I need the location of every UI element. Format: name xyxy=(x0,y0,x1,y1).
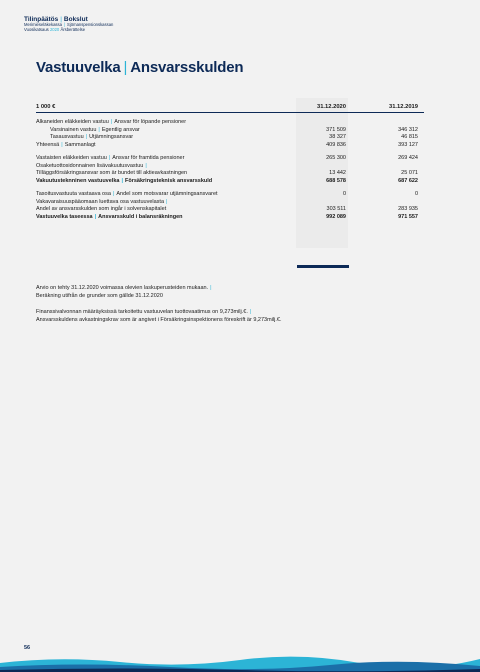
table-row-total: Vakuutusteknninen vastuuvelka | Försäkringsteknisk ansvarsskuld 688 578 687 622 xyxy=(36,177,418,184)
note-1-sv: Beräkning utifrån de grunder som gällde 31.12.2020 xyxy=(36,293,163,299)
table-row: Tasoitusvastuuta vastaava osa | Andel som motsvarar utjämningsansvaret 0 0 xyxy=(36,191,418,197)
page-title-fi: Vastuuvelka xyxy=(36,59,121,76)
table-row: Alkaneiden eläkkeiden vastuu | Ansvar för löpande pensioner xyxy=(36,119,187,125)
col-2020-header: 31.12.2020 xyxy=(316,104,346,110)
header-year: 2020 xyxy=(49,26,60,32)
header-org-sv: Sjömanspensionskassan xyxy=(67,22,114,28)
running-header: Tilinpäätös | Bokslut Merimieseläkekassa | Sjömanspensionskassan Vuosikatsaus 2020 Årsberättelse xyxy=(24,16,114,32)
unit-header: 1 000 € xyxy=(36,104,56,110)
liability-table xyxy=(36,98,424,221)
header-org-fi: Merimieseläkekassa xyxy=(24,22,62,28)
table-row: Yhteensä | Sammanlagt 409 836 393 127 xyxy=(36,141,418,148)
table-header xyxy=(36,98,424,113)
header-report-sv: Årsberättelse xyxy=(60,26,86,32)
page-title-sv: Ansvarsskulden xyxy=(130,59,244,76)
table-row: Tilläggsförsäkringsansvar som är bundet till aktieavkastningen 13 442 25 071 xyxy=(36,170,418,176)
header-sv-title: Bokslut xyxy=(63,16,88,23)
col-2019-header: 31.12.2019 xyxy=(388,104,418,110)
note-2-sv: Ansvarsskuldens avkastningskrav som är angivet i Försäkringsinspektionens föreskrift är 9,273milj.€. xyxy=(36,317,282,323)
header-fi-title: Tilinpäätös xyxy=(24,16,59,23)
table-row: Varsinainen vastuu | Egentlig ansvar 371 509 346 312 xyxy=(50,126,418,133)
table-row: Vakavaraisuuspääomaan luettava osa vastuuvelasta | xyxy=(36,198,168,205)
table-row: Tasausvastuu | Utjämningsansvar 38 327 46 815 xyxy=(50,134,418,140)
footer-wave-decoration xyxy=(0,654,480,672)
table-row: Vastaisten eläkkeiden vastuu | Ansvar för framtida pensioner 265 300 269 424 xyxy=(36,155,418,161)
note-2-fi: Finanssivalvonnan määräyksissä tarkoitettu vastuuvelan tuottovaatimus on 9,273milj.€. xyxy=(36,309,248,315)
footnotes: Arvio on tehty 31.12.2020 voimassa olevien laskuperusteiden mukaan. | Beräkning utifrån de grunder som gällde 31.12.2020 Finanssivalvonnan määräyksissä tarkoitettu vastuuvelan tuottovaatimus on 9,273milj.€. | Ansvarsskuldens avkastningskrav som är angivet i Försäkringsinspektionens föreskrift är 9,273milj.€. xyxy=(36,285,282,323)
table-row: Osaketuottosidonnainen lisävakuutusvastuu | xyxy=(36,162,147,169)
column-underline xyxy=(297,265,349,268)
table-row: Andel av ansvarsskulden som ingår i solvenskapitalet 303 511 283 935 xyxy=(36,206,418,212)
header-report-fi: Vuosikatsaus xyxy=(24,26,49,32)
page-title: Vastuuvelka | Ansvarsskulden xyxy=(36,59,244,76)
page-number: 56 xyxy=(24,645,31,651)
table-row-total: Vastuuvelka taseessa | Ansvarsskuld i balansräkningen 992 089 971 557 xyxy=(36,213,418,220)
note-1-fi: Arvio on tehty 31.12.2020 voimassa olevien laskuperusteiden mukaan. xyxy=(36,285,209,291)
